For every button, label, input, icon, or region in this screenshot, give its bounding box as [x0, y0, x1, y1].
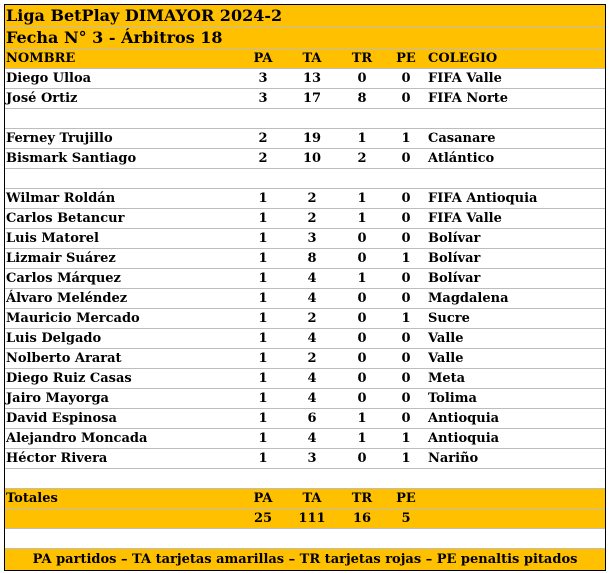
stat-ta: 4	[286, 369, 338, 389]
header-colegio: COLEGIO	[426, 49, 606, 69]
stat-pa: 1	[240, 189, 286, 209]
table-row	[4, 429, 606, 449]
sheet-subtitle: Fecha N° 3 - Árbitros 18	[4, 27, 606, 49]
total-ta: 111	[286, 509, 338, 529]
stat-pa: 1	[240, 369, 286, 389]
stat-tr: 0	[338, 69, 386, 89]
header-pe: PE	[386, 49, 426, 69]
table-row	[4, 69, 606, 89]
referee-name: Carlos Márquez	[4, 269, 240, 289]
referee-colegio: Bolívar	[426, 249, 606, 269]
stat-pa: 1	[240, 309, 286, 329]
totals-label: Totales	[4, 489, 240, 509]
referee-name: David Espinosa	[4, 409, 240, 429]
referee-colegio: Bolívar	[426, 269, 606, 289]
stat-pe: 0	[386, 209, 426, 229]
stat-pa: 1	[240, 229, 286, 249]
stat-pe: 0	[386, 409, 426, 429]
referee-name: Carlos Betancur	[4, 209, 240, 229]
column-header-row	[4, 49, 606, 69]
header-tr: TR	[338, 49, 386, 69]
table-row	[4, 129, 606, 149]
stat-pe: 0	[386, 229, 426, 249]
stat-tr: 1	[338, 209, 386, 229]
stat-pe: 1	[386, 309, 426, 329]
stat-tr: 2	[338, 149, 386, 169]
referee-colegio: Atlántico	[426, 149, 606, 169]
stat-ta: 2	[286, 189, 338, 209]
referee-colegio: FIFA Norte	[426, 89, 606, 109]
stat-ta: 8	[286, 249, 338, 269]
table-row	[4, 209, 606, 229]
table-row	[4, 309, 606, 329]
sheet-title: Liga BetPlay DIMAYOR 2024-2	[4, 5, 606, 27]
stat-pa: 2	[240, 129, 286, 149]
legend-footer: PA partidos – TA tarjetas amarillas – TR tarjetas rojas – PE penaltis pitados	[4, 549, 606, 571]
stat-ta: 2	[286, 209, 338, 229]
referee-colegio: FIFA Antioquia	[426, 189, 606, 209]
stat-pa: 1	[240, 329, 286, 349]
referee-colegio: Bolívar	[426, 229, 606, 249]
totals-header-tr: TR	[338, 489, 386, 509]
stat-pe: 0	[386, 89, 426, 109]
referee-colegio: Sucre	[426, 309, 606, 329]
referee-colegio: Magdalena	[426, 289, 606, 309]
referee-name: Luis Delgado	[4, 329, 240, 349]
referee-name: Ferney Trujillo	[4, 129, 240, 149]
stat-pa: 3	[240, 69, 286, 89]
stat-tr: 8	[338, 89, 386, 109]
table-row	[4, 229, 606, 249]
totals-header-row	[4, 489, 606, 509]
stat-pe: 0	[386, 289, 426, 309]
stat-pa: 2	[240, 149, 286, 169]
referee-colegio: FIFA Valle	[426, 69, 606, 89]
stat-ta: 4	[286, 289, 338, 309]
table-row	[4, 89, 606, 109]
stat-ta: 4	[286, 429, 338, 449]
stat-ta: 13	[286, 69, 338, 89]
stat-tr: 0	[338, 449, 386, 469]
stat-pe: 0	[386, 329, 426, 349]
stat-pa: 1	[240, 429, 286, 449]
referee-colegio: Antioquia	[426, 409, 606, 429]
stat-ta: 3	[286, 229, 338, 249]
totals-header-pa: PA	[240, 489, 286, 509]
stat-tr: 0	[338, 329, 386, 349]
referee-colegio: Antioquia	[426, 429, 606, 449]
stat-tr: 1	[338, 409, 386, 429]
stat-tr: 1	[338, 129, 386, 149]
stat-pe: 0	[386, 269, 426, 289]
referee-name: Héctor Rivera	[4, 449, 240, 469]
total-tr: 16	[338, 509, 386, 529]
referee-stats-table	[4, 4, 606, 570]
stat-pe: 0	[386, 69, 426, 89]
totals-header-pe: PE	[386, 489, 426, 509]
referee-colegio: Tolima	[426, 389, 606, 409]
stat-ta: 19	[286, 129, 338, 149]
stat-ta: 6	[286, 409, 338, 429]
stat-pe: 1	[386, 129, 426, 149]
referee-name: Nolberto Ararat	[4, 349, 240, 369]
stat-pa: 1	[240, 269, 286, 289]
stat-pa: 1	[240, 349, 286, 369]
table-row	[4, 269, 606, 289]
stat-pe: 0	[386, 349, 426, 369]
stat-tr: 0	[338, 389, 386, 409]
stat-tr: 1	[338, 429, 386, 449]
stat-ta: 2	[286, 349, 338, 369]
referee-name: Alejandro Moncada	[4, 429, 240, 449]
stat-pa: 1	[240, 289, 286, 309]
stat-tr: 0	[338, 249, 386, 269]
referee-name: Bismark Santiago	[4, 149, 240, 169]
referee-name: Wilmar Roldán	[4, 189, 240, 209]
total-pa: 25	[240, 509, 286, 529]
table-row	[4, 189, 606, 209]
stat-ta: 4	[286, 269, 338, 289]
stat-pa: 1	[240, 409, 286, 429]
total-pe: 5	[386, 509, 426, 529]
header-ta: TA	[286, 49, 338, 69]
stat-tr: 1	[338, 189, 386, 209]
stat-tr: 0	[338, 349, 386, 369]
stat-pa: 1	[240, 389, 286, 409]
stat-pe: 0	[386, 189, 426, 209]
stat-ta: 2	[286, 309, 338, 329]
stat-tr: 0	[338, 369, 386, 389]
stat-pe: 0	[386, 149, 426, 169]
referee-colegio: Meta	[426, 369, 606, 389]
referee-colegio: Casanare	[426, 129, 606, 149]
referee-colegio: Valle	[426, 349, 606, 369]
totals-header-ta: TA	[286, 489, 338, 509]
referee-colegio: FIFA Valle	[426, 209, 606, 229]
stat-pe: 1	[386, 429, 426, 449]
table-row	[4, 249, 606, 269]
referee-colegio: Valle	[426, 329, 606, 349]
table-row	[4, 149, 606, 169]
table-row	[4, 449, 606, 469]
referee-name: José Ortiz	[4, 89, 240, 109]
referee-name: Lizmair Suárez	[4, 249, 240, 269]
referee-name: Álvaro Meléndez	[4, 289, 240, 309]
referee-name: Luis Matorel	[4, 229, 240, 249]
referee-name: Jairo Mayorga	[4, 389, 240, 409]
stat-tr: 0	[338, 229, 386, 249]
stat-pa: 1	[240, 249, 286, 269]
table-row	[4, 409, 606, 429]
stat-tr: 0	[338, 289, 386, 309]
stat-ta: 17	[286, 89, 338, 109]
stat-pe: 0	[386, 389, 426, 409]
table-row	[4, 389, 606, 409]
totals-value-row	[4, 509, 606, 529]
header-nombre: NOMBRE	[4, 49, 240, 69]
table-row	[4, 349, 606, 369]
stat-tr: 1	[338, 269, 386, 289]
table-row	[4, 369, 606, 389]
stat-ta: 10	[286, 149, 338, 169]
stat-pa: 3	[240, 89, 286, 109]
referee-name: Diego Ulloa	[4, 69, 240, 89]
stat-ta: 4	[286, 329, 338, 349]
referee-name: Mauricio Mercado	[4, 309, 240, 329]
table-row	[4, 329, 606, 349]
stat-pe: 0	[386, 369, 426, 389]
referee-name: Diego Ruiz Casas	[4, 369, 240, 389]
stat-pa: 1	[240, 209, 286, 229]
stat-pe: 1	[386, 249, 426, 269]
stat-pe: 1	[386, 449, 426, 469]
stat-pa: 1	[240, 449, 286, 469]
table-row	[4, 289, 606, 309]
stat-ta: 3	[286, 449, 338, 469]
referee-colegio: Nariño	[426, 449, 606, 469]
stat-tr: 0	[338, 309, 386, 329]
header-pa: PA	[240, 49, 286, 69]
stat-ta: 4	[286, 389, 338, 409]
